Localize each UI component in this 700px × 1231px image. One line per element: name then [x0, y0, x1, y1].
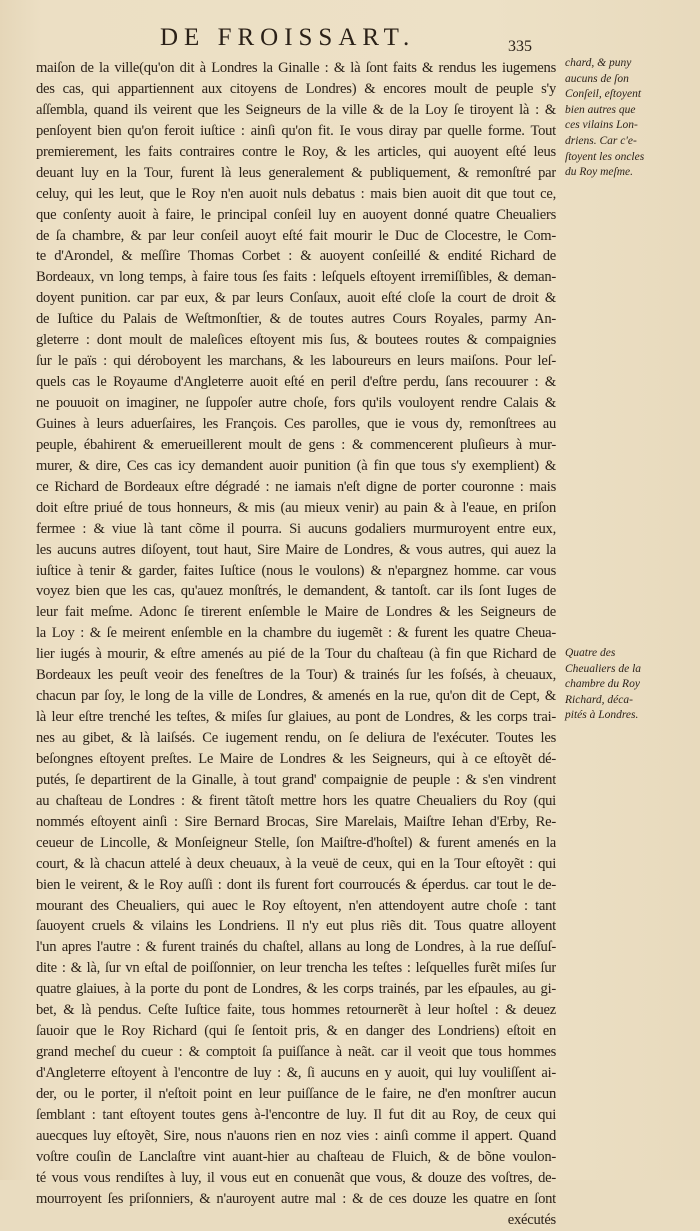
text-line: dite : & là, ſur vn eſtal de poiſſonnier, on leur trencha les teſtes : leſquelles furẽt miſes ſur — [36, 960, 556, 977]
text-line: quels cas le Royaume d'Angleterre auoit eſté en peril d'eſtre perdu, ſans recouurer : & — [36, 374, 556, 391]
text-line: ſauoir que le Roy Richard (qui ſe ſentoit pris, & en danger des Londriens) eſtoit en — [36, 1023, 556, 1040]
text-line: exécutés — [507, 1211, 556, 1228]
text-line: ſemblant : tant eſtoyent toutes gens à-l'encontre de luy. Il fut dit au Roy, de ceux qui — [36, 1106, 556, 1123]
text-line: voſtre couſin de Lanclaſtre vint auant-hier au chaſteau de Fluich, & de bõne voulon- — [36, 1148, 556, 1165]
margin-note-line: Conſeil, eſtoyent — [565, 88, 642, 101]
text-line: voyez bien que les cas, qu'auez monſtrés, le demandent, & tantoſt. car ils ſont Iuges de — [36, 583, 556, 600]
text-line: der, ou le porter, il n'eſtoit point en leur puiſſance de le faire, ne d'en monſtrer aucun — [36, 1085, 556, 1102]
text-line: mourroyent ſes priſonniers, & n'auroyent autre mal : & de ces douze les quatre en ſont — [36, 1190, 556, 1207]
margin-note-line: Quatre des — [565, 647, 616, 659]
text-line: deuant luy en la Tour, furent là leus generalement & publiquement, & remonſtré par — [36, 164, 556, 181]
text-line: ſauoyent cruels & vilains les Londriens. Il n'y eut plus riẽs dit. Tous quatre alloyent — [36, 918, 556, 935]
margin-note-line: bien autres que — [565, 103, 636, 116]
text-line: doit eſtre priué de tous honneurs, & mis (au mieux venir) au pain & à l'eaue, en priſon — [36, 499, 556, 516]
margin-note-line: Richard, déca- — [565, 693, 633, 706]
text-line: la Loy : & ſe meirent enſemble en la chambre du iugemẽt : & furent les quatre Cheua- — [36, 625, 556, 642]
text-line: leur fait meſme. Adonc ſe tirerent enſemble le Maire de Londres & les Seigneurs de — [36, 604, 556, 621]
text-line: auecques luy eſtoyẽt, Sire, nous n'auons rien en noz vies : ainſi comme il appert. Quand — [36, 1127, 556, 1144]
text-line: de Iuſtice du Palais de Weſtmonſtier, & de toutes autres Cours Royales, parmy An- — [36, 311, 556, 328]
text-line: de ſa chambre, & par leur conſeil auoyt eſté fait mourir le Duc de Clocestre, le Com- — [36, 227, 556, 244]
running-head: DE FROISSART. — [160, 24, 416, 51]
main-text-column — [36, 58, 556, 1231]
text-line: ſur le païs : qui déroboyent les marchans, & les laboureurs en leurs maiſons. Pour leſ- — [36, 353, 556, 370]
text-line: nes au gibet, & là laiſsés. Ce iugement rendu, on ſe deliura de l'exécuter. Toutes les — [36, 730, 556, 746]
text-line: au chaſteau de Londres : & firent tãtoſt mettre hors les quatre Cheualiers du Roy (qui — [36, 792, 556, 809]
text-line: lier iugés à mourir, & eſtre amenés au pié de la Tour du chaſteau (à fin que Richard de — [36, 646, 556, 663]
text-line: gleterre : dont moult de maleſices eſtoyent mis ſus, & boutees routes & compaignies — [36, 332, 556, 349]
text-line: court, & là chacun attelé à deux cheuaux, à la veuë de ceux, qui en la Tour eſtoyẽt : qui — [36, 855, 556, 872]
margin-note-line: chambre du Roy — [565, 678, 640, 691]
text-line: ce Richard de Bordeaux eſtre dégradé : ne iamais n'eſt digne de porter couronne : mais — [36, 478, 556, 495]
text-line: quatre glaiues, à la porte du pont de Londres, & les corps trainés, par les eſpaules, au gi- — [36, 981, 556, 998]
text-line: fermee : & viue là tant cõme il pourra. Si aucuns godaliers murmuroyent entre eux, — [36, 520, 556, 537]
page-number: 335 — [508, 38, 532, 55]
text-line: l'un apres l'autre : & furent trainés du chaſtel, allans au long de Londres, à la rue deſſuſ- — [36, 939, 556, 956]
text-line: doyent punition. car par eux, & par leurs Conſaux, auoit eſté cloſe la court de droit & — [36, 290, 556, 307]
margin-note-line: pités à Londres. — [565, 709, 639, 722]
text-line: grand mecheſ du cueur : & comptoit ſa puiſſance à neãt. car il veoit que tous hommes — [36, 1044, 556, 1061]
margin-note-line: aucuns de ſon — [565, 72, 629, 85]
margin-note-line: Cheualiers de la — [565, 662, 642, 675]
text-line: chacun par ſoy, le long de la ville de Londres, & amenés en la rue, qu'on dit de Cept, & — [36, 688, 556, 705]
text-line: que conſenty auoit à faire, le principal conſeil luy en auoyent donné quatre Cheualiers — [36, 206, 556, 223]
text-line: les aucuns autres diſoyent, tout haut, Sire Maire de Londres, & vous autres, qui auez la — [36, 541, 556, 558]
text-line: aſſembla, quand ils veirent que les Seigneurs de la ville & de la Loy ſe tiroyent là : & — [36, 101, 556, 118]
margin-note-line: driens. Car c'e- — [565, 134, 637, 147]
margin-note-four-knights — [565, 646, 695, 724]
text-line: murer, & dire, Ces cas icy demandent auoir punition (à fin que tous s'y exemplient) & — [36, 457, 556, 474]
text-line: peuple, ébahirent & emerueillerent moult de gens : & commencerent pluſieurs à mur- — [36, 436, 556, 453]
text-line: là leur eſtre trenché les teſtes, & miſes ſur glaiues, au pont de Londres, & les corps trai- — [36, 709, 556, 726]
text-line: des cas, qui appartiennent aux citoyens de Londres) & encores moult de peuple s'y — [36, 80, 556, 97]
text-line: Bordeaux les peuſt veoir des feneſtres de la Tour) & trainés ſur les foſsés, à cheuaux, — [36, 667, 556, 684]
text-line: Guines à leurs aduerſaires, les François. Ces parolles, que ie vous dy, remonſtrees au — [36, 415, 556, 432]
text-line: beſongnes eſtoyent preſtes. Le Maire de Londres & les Seigneurs, qui à ce eſtoyẽt dé- — [36, 750, 556, 767]
margin-note-line: du Roy meſme. — [565, 166, 634, 179]
text-line: bet, & là pendus. Ceſte Iuſtice faite, tous hommes retournerẽt à leur hoſtel : & deuez — [36, 1002, 556, 1019]
text-line: iuſtice à tenir & garder, faites Iuſtice (nous le voulons) & n'epargnez homme. car vous — [36, 562, 556, 579]
text-line: d'Angleterre eſtoyent à l'encontre de luy : &, ſi aucuns en y auoit, qui luy vouliſſent ai- — [36, 1065, 556, 1081]
margin-note-line: chard, & puny — [565, 57, 632, 69]
text-line: té vous vous rendiſtes à luy, il vous eut en conuenãt que vous, & douze des voſtres, de- — [36, 1169, 556, 1186]
margin-note-counsel — [565, 56, 695, 181]
text-line: premierement, les faits contraires contre le Roy, & les articles, qui auoyent eſté leus — [36, 143, 556, 160]
text-line: Bordeaux, vn long temps, à faire tous ſes faits : leſquels eſtoyent irremiſſibles, & deman- — [36, 269, 556, 286]
text-line: celuy, qui les leut, que le Roy n'en auoit nuls debatus : mais bien auoit dit que tout ce, — [36, 185, 556, 202]
text-line: mourant des Cheualiers, qui auec le Roy eſtoyent, n'en attendoyent autre choſe : tant — [36, 897, 556, 914]
text-line: nommés eſtoyent ainſi : Sire Bernard Brocas, Sire Marelais, Maiſtre Iehan d'Erby, Re- — [36, 813, 556, 830]
margin-note-line: ſtoyent les oncles — [565, 150, 645, 163]
text-line: maiſon de la ville(qu'on dit à Londres la Ginalle : & là ſont faits & rendus les iugemens — [36, 60, 556, 76]
text-line: penſoyent bien qu'on feroit iuſtice : ainſi qu'on fit. Ie vous diray par quelle forme. Tout — [36, 122, 556, 139]
text-line: bien le veirent, & le Roy auſſi : dont ils furent fort courroucés & éperdus. car tout le de- — [36, 876, 556, 893]
text-line: te d'Arondel, & meſſire Thomas Corbet : & auoyent conſeillé & endité Richard de — [36, 248, 556, 265]
text-line: ne pouuoit on imaginer, ne ſuppoſer autre choſe, fors qu'ils vouloyent rendre Calais & — [36, 395, 556, 411]
text-line: putés, ſe departirent de la Ginalle, à tout grand' compaignie de peuple : & s'en vindrent — [36, 771, 556, 788]
text-line: ceueur de Lincolle, & Monſeigneur Stelle, ſon Maiſtre-d'hoſtel) & furent amenés en la — [36, 834, 556, 851]
margin-note-line: ces vilains Lon- — [565, 119, 638, 132]
